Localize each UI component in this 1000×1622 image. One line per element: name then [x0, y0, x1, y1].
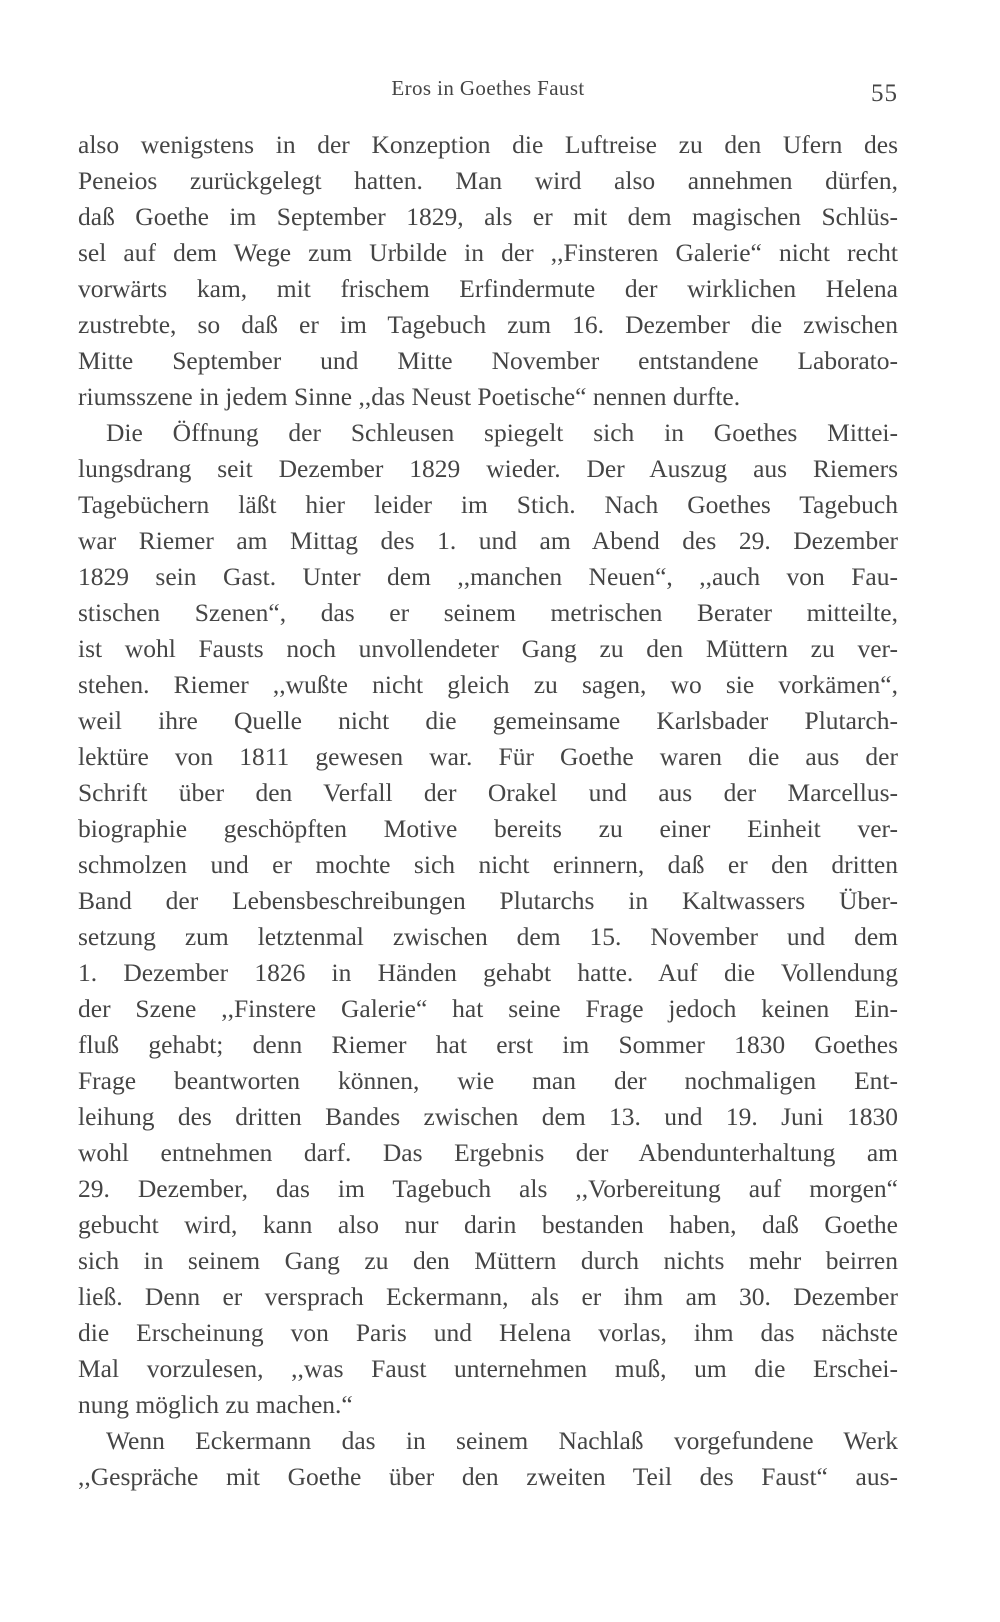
text-line: lektüre von 1811 gewesen war. Für Goethe waren die aus der	[78, 742, 898, 771]
text-line: Tagebüchern läßt hier leider im Stich. Nach Goethes Tagebuch	[78, 490, 898, 519]
page-header	[78, 70, 898, 110]
text-line: Peneios zurückgelegt hatten. Man wird also annehmen dürfen,	[78, 166, 898, 195]
text-line: Frage beantworten können, wie man der nochmaligen Ent-	[78, 1066, 898, 1095]
text-line: schmolzen und er mochte sich nicht erinnern, daß er den dritten	[78, 850, 898, 879]
text-line: stehen. Riemer ,,wußte nicht gleich zu sagen, wo sie vorkämen“,	[78, 670, 898, 699]
text-line: gebucht wird, kann also nur darin bestanden haben, daß Goethe	[78, 1210, 898, 1239]
text-line: Band der Lebensbeschreibungen Plutarchs in Kaltwassers Über-	[78, 886, 898, 915]
text-line: riumsszene in jedem Sinne ,,das Neust Poetische“ nennen durfte.	[78, 382, 741, 411]
text-line: 1. Dezember 1826 in Händen gehabt hatte. Auf die Vollendung	[78, 958, 898, 987]
text-line: Mal vorzulesen, ,,was Faust unternehmen muß, um die Erschei-	[78, 1354, 898, 1383]
text-line: daß Goethe im September 1829, als er mit dem magischen Schlüs-	[78, 202, 898, 231]
text-line: setzung zum letztenmal zwischen dem 15. November und dem	[78, 922, 898, 951]
text-line: Schrift über den Verfall der Orakel und aus der Marcellus-	[78, 778, 898, 807]
text-line: war Riemer am Mittag des 1. und am Abend des 29. Dezember	[78, 526, 898, 555]
text-line: sel auf dem Wege zum Urbilde in der ,,Finsteren Galerie“ nicht recht	[78, 238, 898, 267]
text-line: nung möglich zu machen.“	[78, 1390, 353, 1419]
page-number: 55	[871, 80, 898, 107]
text-line: sich in seinem Gang zu den Müttern durch nichts mehr beirren	[78, 1246, 898, 1275]
body-text	[78, 127, 898, 1495]
text-line: fluß gehabt; denn Riemer hat erst im Sommer 1830 Goethes	[78, 1030, 898, 1059]
text-line: Die Öffnung der Schleusen spiegelt sich in Goethes Mittei-	[106, 418, 898, 447]
text-line: weil ihre Quelle nicht die gemeinsame Karlsbader Plutarch-	[78, 706, 898, 735]
text-line: wohl entnehmen darf. Das Ergebnis der Abendunterhaltung am	[78, 1138, 898, 1167]
text-line: vorwärts kam, mit frischem Erfindermute der wirklichen Helena	[78, 274, 898, 303]
text-line: biographie geschöpften Motive bereits zu einer Einheit ver-	[78, 814, 898, 843]
text-line: der Szene ,,Finstere Galerie“ hat seine Frage jedoch keinen Ein-	[78, 994, 898, 1023]
text-line: 29. Dezember, das im Tagebuch als ,,Vorbereitung auf morgen“	[78, 1174, 898, 1203]
running-title: Eros in Goethes Faust	[391, 76, 585, 100]
text-line: 1829 sein Gast. Unter dem ,,manchen Neuen“, ,,auch von Fau-	[78, 562, 898, 591]
text-line: lungsdrang seit Dezember 1829 wieder. Der Auszug aus Riemers	[78, 454, 898, 483]
text-line: zustrebte, so daß er im Tagebuch zum 16. Dezember die zwischen	[78, 310, 898, 339]
text-line: ist wohl Fausts noch unvollendeter Gang zu den Müttern zu ver-	[78, 634, 898, 663]
text-line: also wenigstens in der Konzeption die Luftreise zu den Ufern des	[78, 130, 898, 159]
text-line: leihung des dritten Bandes zwischen dem 13. und 19. Juni 1830	[78, 1102, 898, 1131]
text-line: ließ. Denn er versprach Eckermann, als er ihm am 30. Dezember	[78, 1282, 898, 1311]
text-line: stischen Szenen“, das er seinem metrischen Berater mitteilte,	[78, 598, 898, 627]
text-line: Wenn Eckermann das in seinem Nachlaß vorgefundene Werk	[106, 1426, 898, 1455]
text-line: Mitte September und Mitte November entstandene Laborato-	[78, 346, 898, 375]
text-line: die Erscheinung von Paris und Helena vorlas, ihm das nächste	[78, 1318, 898, 1347]
text-line: ,,Gespräche mit Goethe über den zweiten Teil des Faust“ aus-	[78, 1462, 898, 1491]
